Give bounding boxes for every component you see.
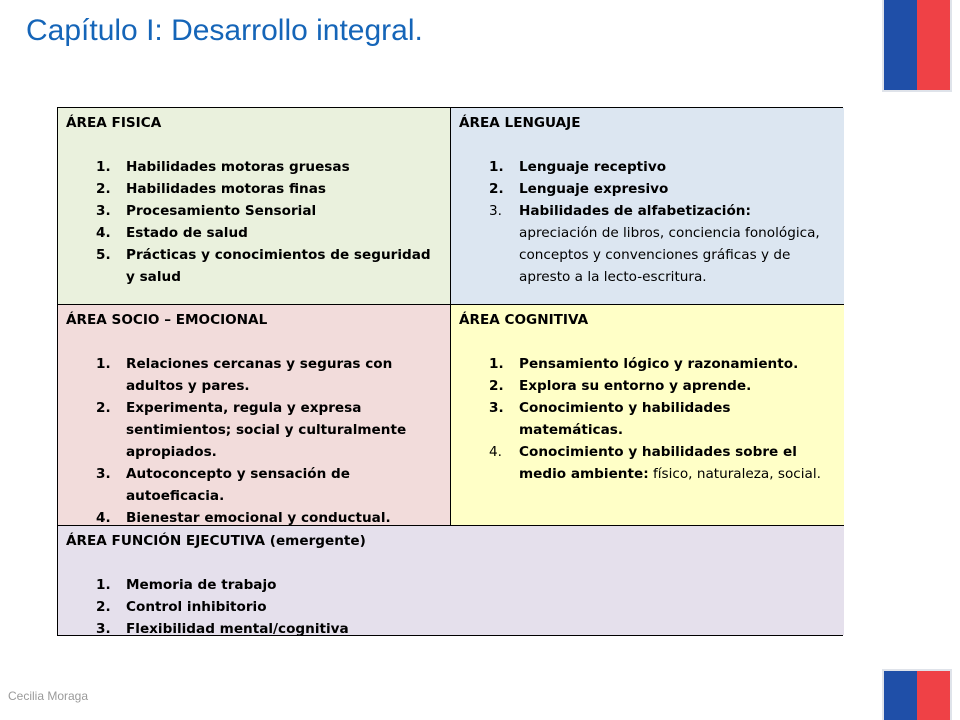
list-item: 4. Conocimiento y habilidades sobre el medio ambiente: físico, naturaleza, social. (489, 444, 821, 482)
area-heading: ÁREA COGNITIVA (459, 312, 589, 328)
list-item: 4. Bienestar emocional y conductual. (96, 510, 391, 526)
footer-author: Cecilia Moraga (8, 689, 89, 703)
list-item: 2. Experimenta, regula y expresa sentimientos; social y culturalmente apropiados. (96, 400, 407, 460)
area-lenguaje-cell (451, 108, 844, 305)
area-heading: ÁREA LENGUAJE (459, 115, 581, 131)
chile-flag-logo-top (884, 0, 950, 90)
area-funcion-ejecutiva-cell (58, 526, 844, 635)
list-item: 3. Conocimiento y habilidades matemáticas. (489, 400, 731, 438)
area-socio-emocional-cell (58, 305, 451, 526)
area-heading: ÁREA FISICA (66, 115, 162, 131)
list-item: 3. Procesamiento Sensorial (96, 203, 317, 219)
list-item: 3. Flexibilidad mental/cognitiva (96, 621, 349, 637)
page-title: Capítulo I: Desarrollo integral. (26, 14, 423, 47)
list-item: 5. Prácticas y conocimientos de seguridad y salud (96, 247, 431, 285)
area-heading: ÁREA FUNCIÓN EJECUTIVA (emergente) (66, 533, 366, 549)
list-item: 2. Habilidades motoras finas (96, 181, 326, 197)
list-item: 3. Autoconcepto y sensación de autoeficacia. (96, 466, 350, 504)
list-item: 1. Lenguaje receptivo (489, 159, 667, 175)
development-areas-table (57, 107, 843, 636)
list-item: 1. Memoria de trabajo (96, 577, 277, 593)
list-item: 1. Habilidades motoras gruesas (96, 159, 350, 175)
list-item: 3. Habilidades de alfabetización: apreciación de libros, conciencia fonológica, conceptos y convenciones gráficas y de apresto a la lecto-escritura. (489, 203, 820, 285)
area-cognitiva-cell (451, 305, 844, 526)
list-item: 2. Lenguaje expresivo (489, 181, 669, 197)
area-fisica-cell (58, 108, 451, 305)
chile-flag-logo-bottom (884, 671, 950, 720)
list-item: 1. Relaciones cercanas y seguras con adultos y pares. (96, 356, 393, 394)
list-item: 1. Pensamiento lógico y razonamiento. (489, 356, 799, 372)
list-item: 2. Control inhibitorio (96, 599, 267, 615)
list-item: 4. Estado de salud (96, 225, 248, 241)
list-item: 2. Explora su entorno y aprende. (489, 378, 752, 394)
area-heading: ÁREA SOCIO – EMOCIONAL (66, 312, 268, 328)
